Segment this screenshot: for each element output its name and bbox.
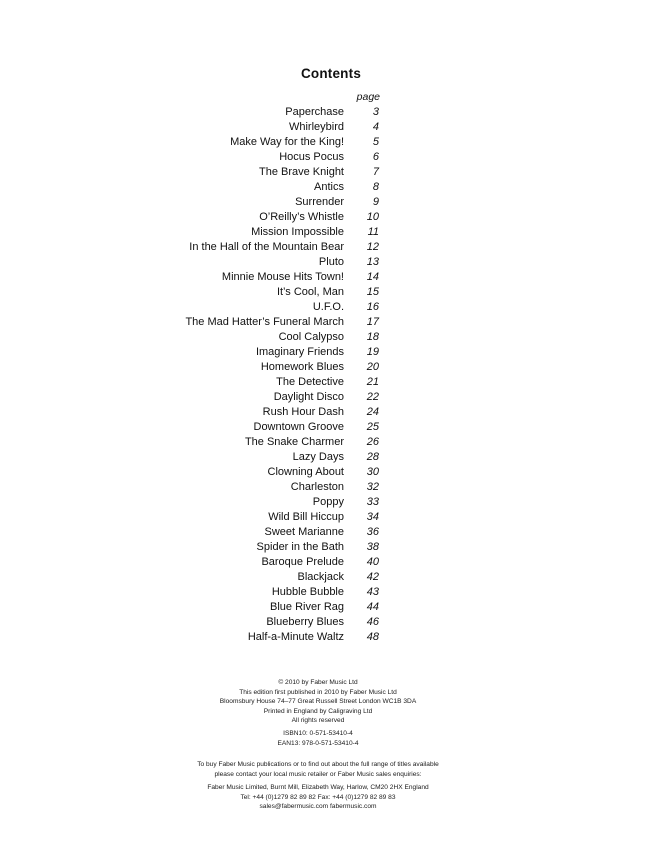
toc-entry bbox=[150, 525, 400, 540]
toc-entry-title: Lazy Days bbox=[292, 451, 344, 463]
toc-entry-page: 3 bbox=[372, 106, 379, 118]
page-title: Contents bbox=[300, 66, 362, 81]
sales-address: Faber Music Limited, Burnt Mill, Elizabeth Way, Harlow, CM20 2HX England bbox=[207, 784, 429, 791]
copyright-line: © 2010 by Faber Music Ltd bbox=[278, 679, 358, 686]
toc-entry-title: Spider in the Bath bbox=[256, 541, 344, 553]
toc-entry-page: 13 bbox=[366, 256, 379, 268]
toc-entry-page: 22 bbox=[366, 391, 379, 403]
isbn-block bbox=[0, 729, 636, 748]
toc-entry-page: 12 bbox=[366, 241, 379, 253]
toc-entry-title: Imaginary Friends bbox=[255, 346, 344, 358]
toc-entry-page: 28 bbox=[366, 451, 379, 463]
toc-entry bbox=[150, 135, 400, 150]
toc-entry-title: Sweet Marianne bbox=[264, 526, 344, 538]
toc-entry-title: Make Way for the King! bbox=[230, 136, 344, 148]
printer-line: Printed in England by Caligraving Ltd bbox=[263, 707, 373, 715]
toc-entry-page: 25 bbox=[366, 421, 379, 433]
toc-entry bbox=[150, 570, 400, 585]
toc-entry-title: Blue River Rag bbox=[270, 601, 344, 613]
toc-entry bbox=[150, 435, 400, 450]
edition-line: This edition first published in 2010 by Faber Music Ltd bbox=[239, 688, 397, 696]
toc-entry bbox=[150, 450, 400, 465]
toc-entry-title: The Snake Charmer bbox=[244, 436, 344, 448]
toc-entry-title: Cool Calypso bbox=[278, 331, 344, 343]
toc-entry-page: 10 bbox=[366, 211, 379, 223]
toc-entry bbox=[150, 360, 400, 375]
toc-entry bbox=[150, 510, 400, 525]
purchase-info bbox=[0, 760, 636, 779]
toc-entry bbox=[150, 195, 400, 210]
toc-entry bbox=[150, 345, 400, 360]
toc-entry-page: 26 bbox=[366, 436, 379, 448]
toc-entry-page: 36 bbox=[366, 526, 379, 538]
toc-entry-title: Poppy bbox=[312, 496, 344, 508]
toc-entry-page: 6 bbox=[372, 151, 379, 163]
toc-entry-title: Surrender bbox=[295, 196, 344, 208]
sales-contact bbox=[0, 783, 636, 812]
toc-entry-title: Baroque Prelude bbox=[261, 556, 344, 568]
toc-entry-page: 42 bbox=[366, 571, 379, 583]
toc-entry bbox=[150, 585, 400, 600]
toc-entry bbox=[150, 495, 400, 510]
toc-entry bbox=[150, 555, 400, 570]
toc-entry-page: 34 bbox=[366, 511, 379, 523]
toc-entry bbox=[150, 225, 400, 240]
email-web: sales@fabermusic.com fabermusic.com bbox=[259, 803, 377, 810]
toc-entry-title: The Detective bbox=[276, 376, 344, 388]
toc-entry bbox=[150, 150, 400, 165]
rights-line: All rights reserved bbox=[291, 717, 345, 724]
toc-entry bbox=[150, 480, 400, 495]
toc-entry-page: 21 bbox=[366, 376, 379, 388]
toc-entry-title: Pluto bbox=[318, 256, 344, 268]
toc-entry-page: 33 bbox=[366, 496, 379, 508]
publisher-address: Bloomsbury House 74–77 Great Russell Street London WC1B 3DA bbox=[219, 698, 417, 705]
toc-entry-title: Hubble Bubble bbox=[271, 586, 344, 598]
toc-entry bbox=[150, 630, 400, 645]
toc-entry bbox=[150, 180, 400, 195]
toc-entry bbox=[150, 600, 400, 615]
toc-entry-title: Homework Blues bbox=[260, 361, 344, 373]
toc-entry bbox=[150, 240, 400, 255]
toc-entry-title: Paperchase bbox=[285, 106, 344, 118]
toc-entry bbox=[150, 330, 400, 345]
toc-entry-title: Blackjack bbox=[297, 571, 344, 583]
toc-entry bbox=[150, 210, 400, 225]
toc-entry-page: 20 bbox=[366, 361, 379, 373]
toc-entry-page: 18 bbox=[366, 331, 379, 343]
toc-entry-title: The Mad Hatter’s Funeral March bbox=[185, 316, 344, 328]
toc-entry-title: Hocus Pocus bbox=[279, 151, 344, 163]
isbn10: ISBN10: 0-571-53410-4 bbox=[283, 730, 353, 737]
toc-entry-page: 4 bbox=[372, 121, 379, 133]
toc-entry-page: 38 bbox=[366, 541, 379, 553]
toc-entry bbox=[150, 255, 400, 270]
toc-entry-title: The Brave Knight bbox=[259, 166, 344, 178]
toc-entry-title: O’Reilly’s Whistle bbox=[259, 211, 344, 223]
toc-entry-title: Charleston bbox=[290, 481, 344, 493]
toc-entry bbox=[150, 465, 400, 480]
toc-entry-title: Wild Bill Hiccup bbox=[268, 511, 344, 523]
toc-entry-page: 32 bbox=[366, 481, 379, 493]
toc-entry-page: 17 bbox=[366, 316, 379, 328]
toc-entry-page: 9 bbox=[372, 196, 379, 208]
toc-entry-title: Mission Impossible bbox=[251, 226, 344, 238]
toc-entry-title: Downtown Groove bbox=[253, 421, 344, 433]
toc-entry-page: 43 bbox=[366, 586, 379, 598]
toc-entry-title: U.F.O. bbox=[312, 301, 344, 313]
toc-entry-title: Blueberry Blues bbox=[266, 616, 344, 628]
table-of-contents bbox=[150, 105, 400, 645]
toc-entry-title: Antics bbox=[314, 181, 344, 193]
toc-entry-title: Minnie Mouse Hits Town! bbox=[221, 271, 344, 283]
toc-entry bbox=[150, 300, 400, 315]
toc-entry bbox=[150, 165, 400, 180]
toc-entry-title: In the Hall of the Mountain Bear bbox=[189, 241, 344, 253]
toc-entry bbox=[150, 315, 400, 330]
toc-entry-page: 14 bbox=[366, 271, 379, 283]
toc-entry bbox=[150, 540, 400, 555]
toc-entry bbox=[150, 405, 400, 420]
toc-entry-page: 11 bbox=[367, 226, 379, 238]
toc-entry bbox=[150, 120, 400, 135]
toc-entry-title: It’s Cool, Man bbox=[276, 286, 344, 298]
toc-entry-page: 24 bbox=[366, 406, 379, 418]
toc-entry-page: 48 bbox=[366, 631, 379, 643]
ean13: EAN13: 978-0-571-53410-4 bbox=[277, 739, 359, 747]
toc-entry-page: 44 bbox=[366, 601, 379, 613]
toc-entry bbox=[150, 420, 400, 435]
toc-entry-title: Daylight Disco bbox=[273, 391, 344, 403]
toc-entry bbox=[150, 285, 400, 300]
toc-entry-page: 30 bbox=[366, 466, 379, 478]
toc-entry-page: 40 bbox=[366, 556, 379, 568]
purchase-line-1: To buy Faber Music publications or to find out about the full range of titles available bbox=[197, 761, 439, 768]
toc-entry-title: Half-a-Minute Waltz bbox=[247, 631, 344, 643]
toc-entry-page: 5 bbox=[372, 136, 379, 148]
toc-entry bbox=[150, 270, 400, 285]
page-column-header: page bbox=[356, 91, 380, 103]
toc-entry-page: 15 bbox=[366, 286, 379, 298]
toc-entry-title: Whirleybird bbox=[288, 121, 344, 133]
toc-entry bbox=[150, 390, 400, 405]
toc-entry-title: Rush Hour Dash bbox=[262, 406, 344, 418]
toc-entry-title: Clowning About bbox=[267, 466, 344, 478]
toc-entry bbox=[150, 105, 400, 120]
phone-fax: Tel: +44 (0)1279 82 89 82 Fax: +44 (0)1279 82 89 83 bbox=[240, 793, 396, 801]
toc-entry bbox=[150, 375, 400, 390]
purchase-line-2: please contact your local music retailer or Faber Music sales enquiries: bbox=[214, 770, 422, 778]
publisher-info bbox=[0, 678, 636, 726]
toc-entry-page: 7 bbox=[372, 166, 379, 178]
toc-entry-page: 16 bbox=[366, 301, 379, 313]
toc-entry-page: 8 bbox=[372, 181, 379, 193]
toc-entry-page: 19 bbox=[366, 346, 379, 358]
toc-entry-page: 46 bbox=[366, 616, 379, 628]
toc-entry bbox=[150, 615, 400, 630]
